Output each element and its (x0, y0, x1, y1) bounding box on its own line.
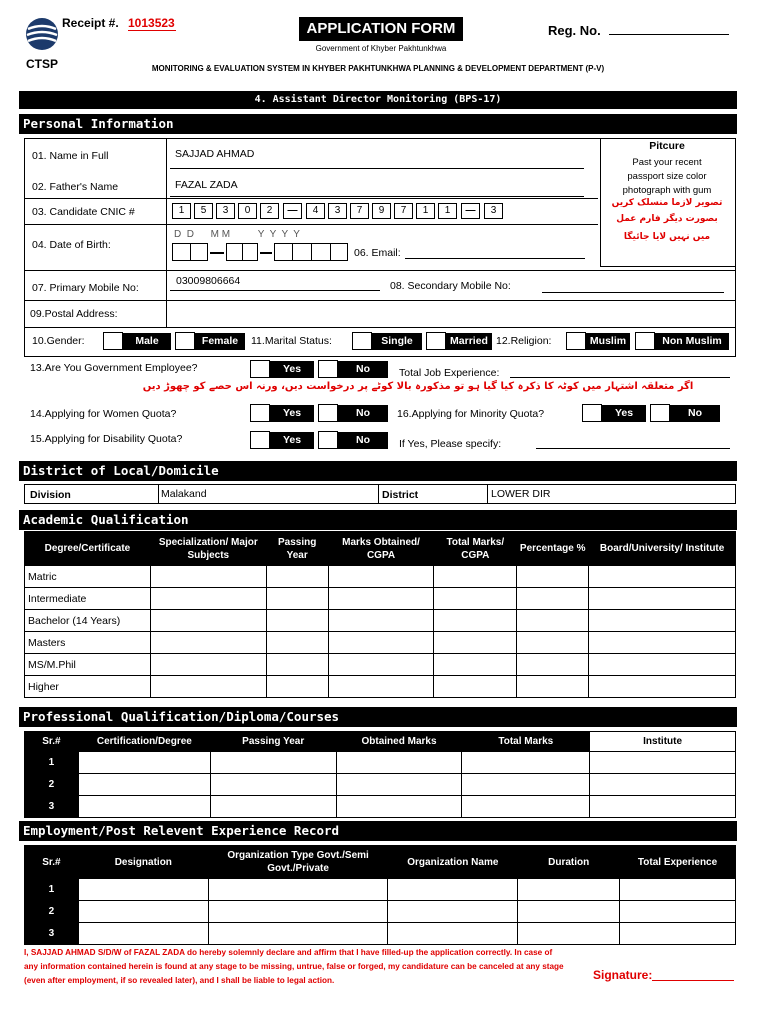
row-label: Bachelor (14 Years) (25, 610, 151, 632)
professional-table (24, 731, 736, 818)
col-board: Board/University/ Institute (589, 532, 736, 566)
table-row (25, 879, 736, 901)
table-row (25, 796, 736, 818)
women-quota-label: 14.Applying for Women Quota? (30, 408, 177, 420)
cnic-digit: 7 (350, 203, 369, 219)
name-value[interactable]: SAJJAD AHMAD (175, 148, 255, 160)
mobile-value[interactable]: 03009806664 (176, 275, 241, 287)
col-marks-obtained: Marks Obtained/ CGPA (328, 532, 434, 566)
minority-no-option[interactable]: No (670, 405, 720, 422)
declaration-text: I, SAJJAD AHMAD S/D/W of FAZAL ZADA do hereby solemnly declare and affirm that I have filled-up the application correctly. In case of any information contained herein is found at any stage to be missing, untrue, false or forged, my candidature can be canceled at any stage (even after employment, if so revealed later), and I shall be liable to legal action. (24, 948, 564, 985)
position-title: 4. Assistant Director Monitoring (BPS-17) (254, 94, 502, 105)
minority-no-checkbox[interactable] (650, 404, 670, 422)
gender-male-option[interactable]: Male (123, 333, 171, 350)
marital-married-option[interactable]: Married (446, 333, 492, 350)
reg-no-label: Reg. No. (548, 23, 601, 38)
govt-no-option[interactable]: No (338, 361, 388, 378)
col-designation: Designation (78, 846, 208, 879)
col-organization-type: Organization Type Govt./Semi Govt./Private (208, 846, 388, 879)
job-experience-field[interactable] (510, 377, 730, 378)
religion-label: 12.Religion: (496, 335, 552, 347)
religion-muslim-option[interactable]: Muslim (586, 333, 630, 350)
col-percentage: Percentage % (517, 532, 589, 566)
cnic-digit: 4 (306, 203, 325, 219)
women-yes-checkbox[interactable] (250, 404, 270, 422)
govt-yes-checkbox[interactable] (250, 360, 270, 378)
marital-single-option[interactable]: Single (372, 333, 422, 350)
cnic-digit: 3 (328, 203, 347, 219)
disability-no-option[interactable]: No (338, 432, 388, 449)
cnic-digit: 9 (372, 203, 391, 219)
cnic-digit: 2 (260, 203, 279, 219)
row-number: 1 (25, 752, 79, 774)
religion-muslim-checkbox[interactable] (566, 332, 586, 350)
col-total-marks: Total Marks/ CGPA (434, 532, 517, 566)
women-no-option[interactable]: No (338, 405, 388, 422)
job-experience-label: Total Job Experience: (399, 367, 500, 379)
col-passing-year: Passing Year (266, 532, 328, 566)
postal-label: 09.Postal Address: (30, 308, 118, 320)
minority-yes-option[interactable]: Yes (602, 405, 646, 422)
gender-label: 10.Gender: (32, 335, 85, 347)
receipt-label: Receipt #. (62, 16, 119, 30)
col-sr: Sr.# (25, 846, 79, 879)
table-row (25, 752, 736, 774)
minority-yes-checkbox[interactable] (582, 404, 602, 422)
photo-urdu-3: میں نہیں لایا جائیگا (623, 232, 711, 242)
gender-female-checkbox[interactable] (175, 332, 195, 350)
cnic-digit: 0 (238, 203, 257, 219)
name-label: 01. Name in Full (32, 150, 109, 162)
academic-table (24, 531, 736, 698)
cnic-dash: — (283, 203, 302, 219)
email-label: 06. Email: (354, 247, 401, 259)
religion-non-muslim-checkbox[interactable] (635, 332, 655, 350)
employment-table (24, 845, 736, 945)
academic-section-header: Academic Qualification (19, 510, 737, 530)
col-obtained-marks: Obtained Marks (336, 732, 462, 752)
table-row (25, 566, 736, 588)
disability-yes-option[interactable]: Yes (270, 432, 314, 449)
father-label: 02. Father's Name (32, 181, 119, 193)
row-label: MS/M.Phil (25, 654, 151, 676)
col-organization-name: Organization Name (388, 846, 518, 879)
quota-urdu-notice: اگر متعلقہ اشتہار میں کوٹہ کا ذکرہ کیا گیا ہو تو مذکورہ بالا کوٹے پر درخواست دیں، ورنہ اس حصے کو چھوڑ دیں (142, 381, 694, 392)
col-total-experience: Total Experience (620, 846, 736, 879)
receipt-number: 1013523 (128, 16, 175, 30)
signature-field[interactable] (652, 980, 734, 981)
division-label: Division (30, 489, 71, 501)
cnic-digit: 1 (416, 203, 435, 219)
father-value[interactable]: FAZAL ZADA (175, 179, 238, 191)
row-label: Intermediate (25, 588, 151, 610)
row-number: 2 (25, 774, 79, 796)
cnic-digit: 1 (438, 203, 457, 219)
table-row (25, 774, 736, 796)
govt-no-checkbox[interactable] (318, 360, 338, 378)
district-section-header: District of Local/Domicile (19, 461, 737, 481)
govt-employee-label: 13.Are You Government Employee? (30, 362, 198, 374)
women-yes-option[interactable]: Yes (270, 405, 314, 422)
table-row (25, 923, 736, 945)
marital-married-checkbox[interactable] (426, 332, 446, 350)
photo-line1: Past your recent (632, 157, 702, 168)
ctsp-logo (20, 14, 64, 71)
photo-urdu-2: بصورت دیگر فارم عمل (616, 214, 718, 224)
row-label: Matric (25, 566, 151, 588)
domicile-row (24, 484, 736, 504)
division-value[interactable]: Malakand (161, 488, 207, 500)
col-degree: Degree/Certificate (25, 532, 151, 566)
photo-title: Pitcure (649, 140, 685, 152)
gender-female-option[interactable]: Female (195, 333, 245, 350)
cnic-digit: 3 (484, 203, 503, 219)
col-specialization: Specialization/ Major Subjects (150, 532, 266, 566)
col-institute: Institute (590, 732, 736, 752)
col-passing-year: Passing Year (210, 732, 336, 752)
table-row (25, 588, 736, 610)
col-total-marks: Total Marks (462, 732, 590, 752)
row-number: 3 (25, 796, 79, 818)
employment-section-header: Employment/Post Relevent Experience Record (19, 821, 737, 841)
table-row (25, 632, 736, 654)
col-sr: Sr.# (25, 732, 79, 752)
govt-yes-option[interactable]: Yes (270, 361, 314, 378)
secondary-mobile-field[interactable] (542, 292, 724, 293)
professional-section-header: Professional Qualification/Diploma/Courses (19, 707, 737, 727)
marital-label: 11.Marital Status: (251, 335, 332, 347)
dob-hint: D D M M Y Y Y Y (174, 229, 300, 240)
women-no-checkbox[interactable] (318, 404, 338, 422)
cnic-digit: 7 (394, 203, 413, 219)
postal-field[interactable] (170, 303, 730, 323)
specify-label: If Yes, Please specify: (399, 438, 502, 450)
specify-field[interactable] (536, 448, 730, 449)
row-label: Higher (25, 676, 151, 698)
col-certification: Certification/Degree (78, 732, 210, 752)
religion-non-muslim-option[interactable]: Non Muslim (655, 333, 729, 350)
photo-line2: passport size color (627, 171, 707, 182)
email-field[interactable] (405, 258, 585, 259)
table-row (25, 901, 736, 923)
disability-no-checkbox[interactable] (318, 431, 338, 449)
gender-male-checkbox[interactable] (103, 332, 123, 350)
row-number: 3 (25, 923, 79, 945)
cnic-dash: — (461, 203, 480, 219)
logo-text: CTSP (25, 57, 58, 71)
row-number: 1 (25, 879, 79, 901)
photo-urdu-1: تصویر لازما منسلک کریں (611, 198, 723, 208)
row-label: Masters (25, 632, 151, 654)
cnic-digit: 1 (172, 203, 191, 219)
cnic-label: 03. Candidate CNIC # (32, 206, 135, 218)
mobile-label: 07. Primary Mobile No: (32, 282, 139, 294)
globe-icon (20, 14, 64, 54)
photo-line3: photograph with gum (622, 185, 712, 196)
table-row (25, 610, 736, 632)
col-duration: Duration (518, 846, 620, 879)
signature-label: Signature: (593, 968, 653, 982)
government-subtitle: Government of Khyber Pakhtunkhwa (315, 44, 447, 53)
disability-quota-label: 15.Applying for Disability Quota? (30, 433, 183, 445)
disability-yes-checkbox[interactable] (250, 431, 270, 449)
personal-section-header: Personal Information (19, 114, 737, 134)
minority-quota-label: 16.Applying for Minority Quota? (397, 408, 545, 420)
reg-no-field[interactable] (609, 34, 729, 35)
cnic-digit: 5 (194, 203, 213, 219)
row-number: 2 (25, 901, 79, 923)
table-row (25, 676, 736, 698)
system-title: MONITORING & EVALUATION SYSTEM IN KHYBER PAKHTUNKHWA PLANNING & DEVELOPMENT DEPARTMENT (P-V) (151, 64, 605, 73)
dob-label: 04. Date of Birth: (32, 239, 111, 251)
form-title: APPLICATION FORM (299, 17, 463, 41)
marital-single-checkbox[interactable] (352, 332, 372, 350)
secondary-mobile-label: 08. Secondary Mobile No: (390, 280, 511, 292)
district-label: District (382, 489, 419, 501)
district-value[interactable]: LOWER DIR (491, 488, 551, 500)
table-row (25, 654, 736, 676)
cnic-digit: 3 (216, 203, 235, 219)
